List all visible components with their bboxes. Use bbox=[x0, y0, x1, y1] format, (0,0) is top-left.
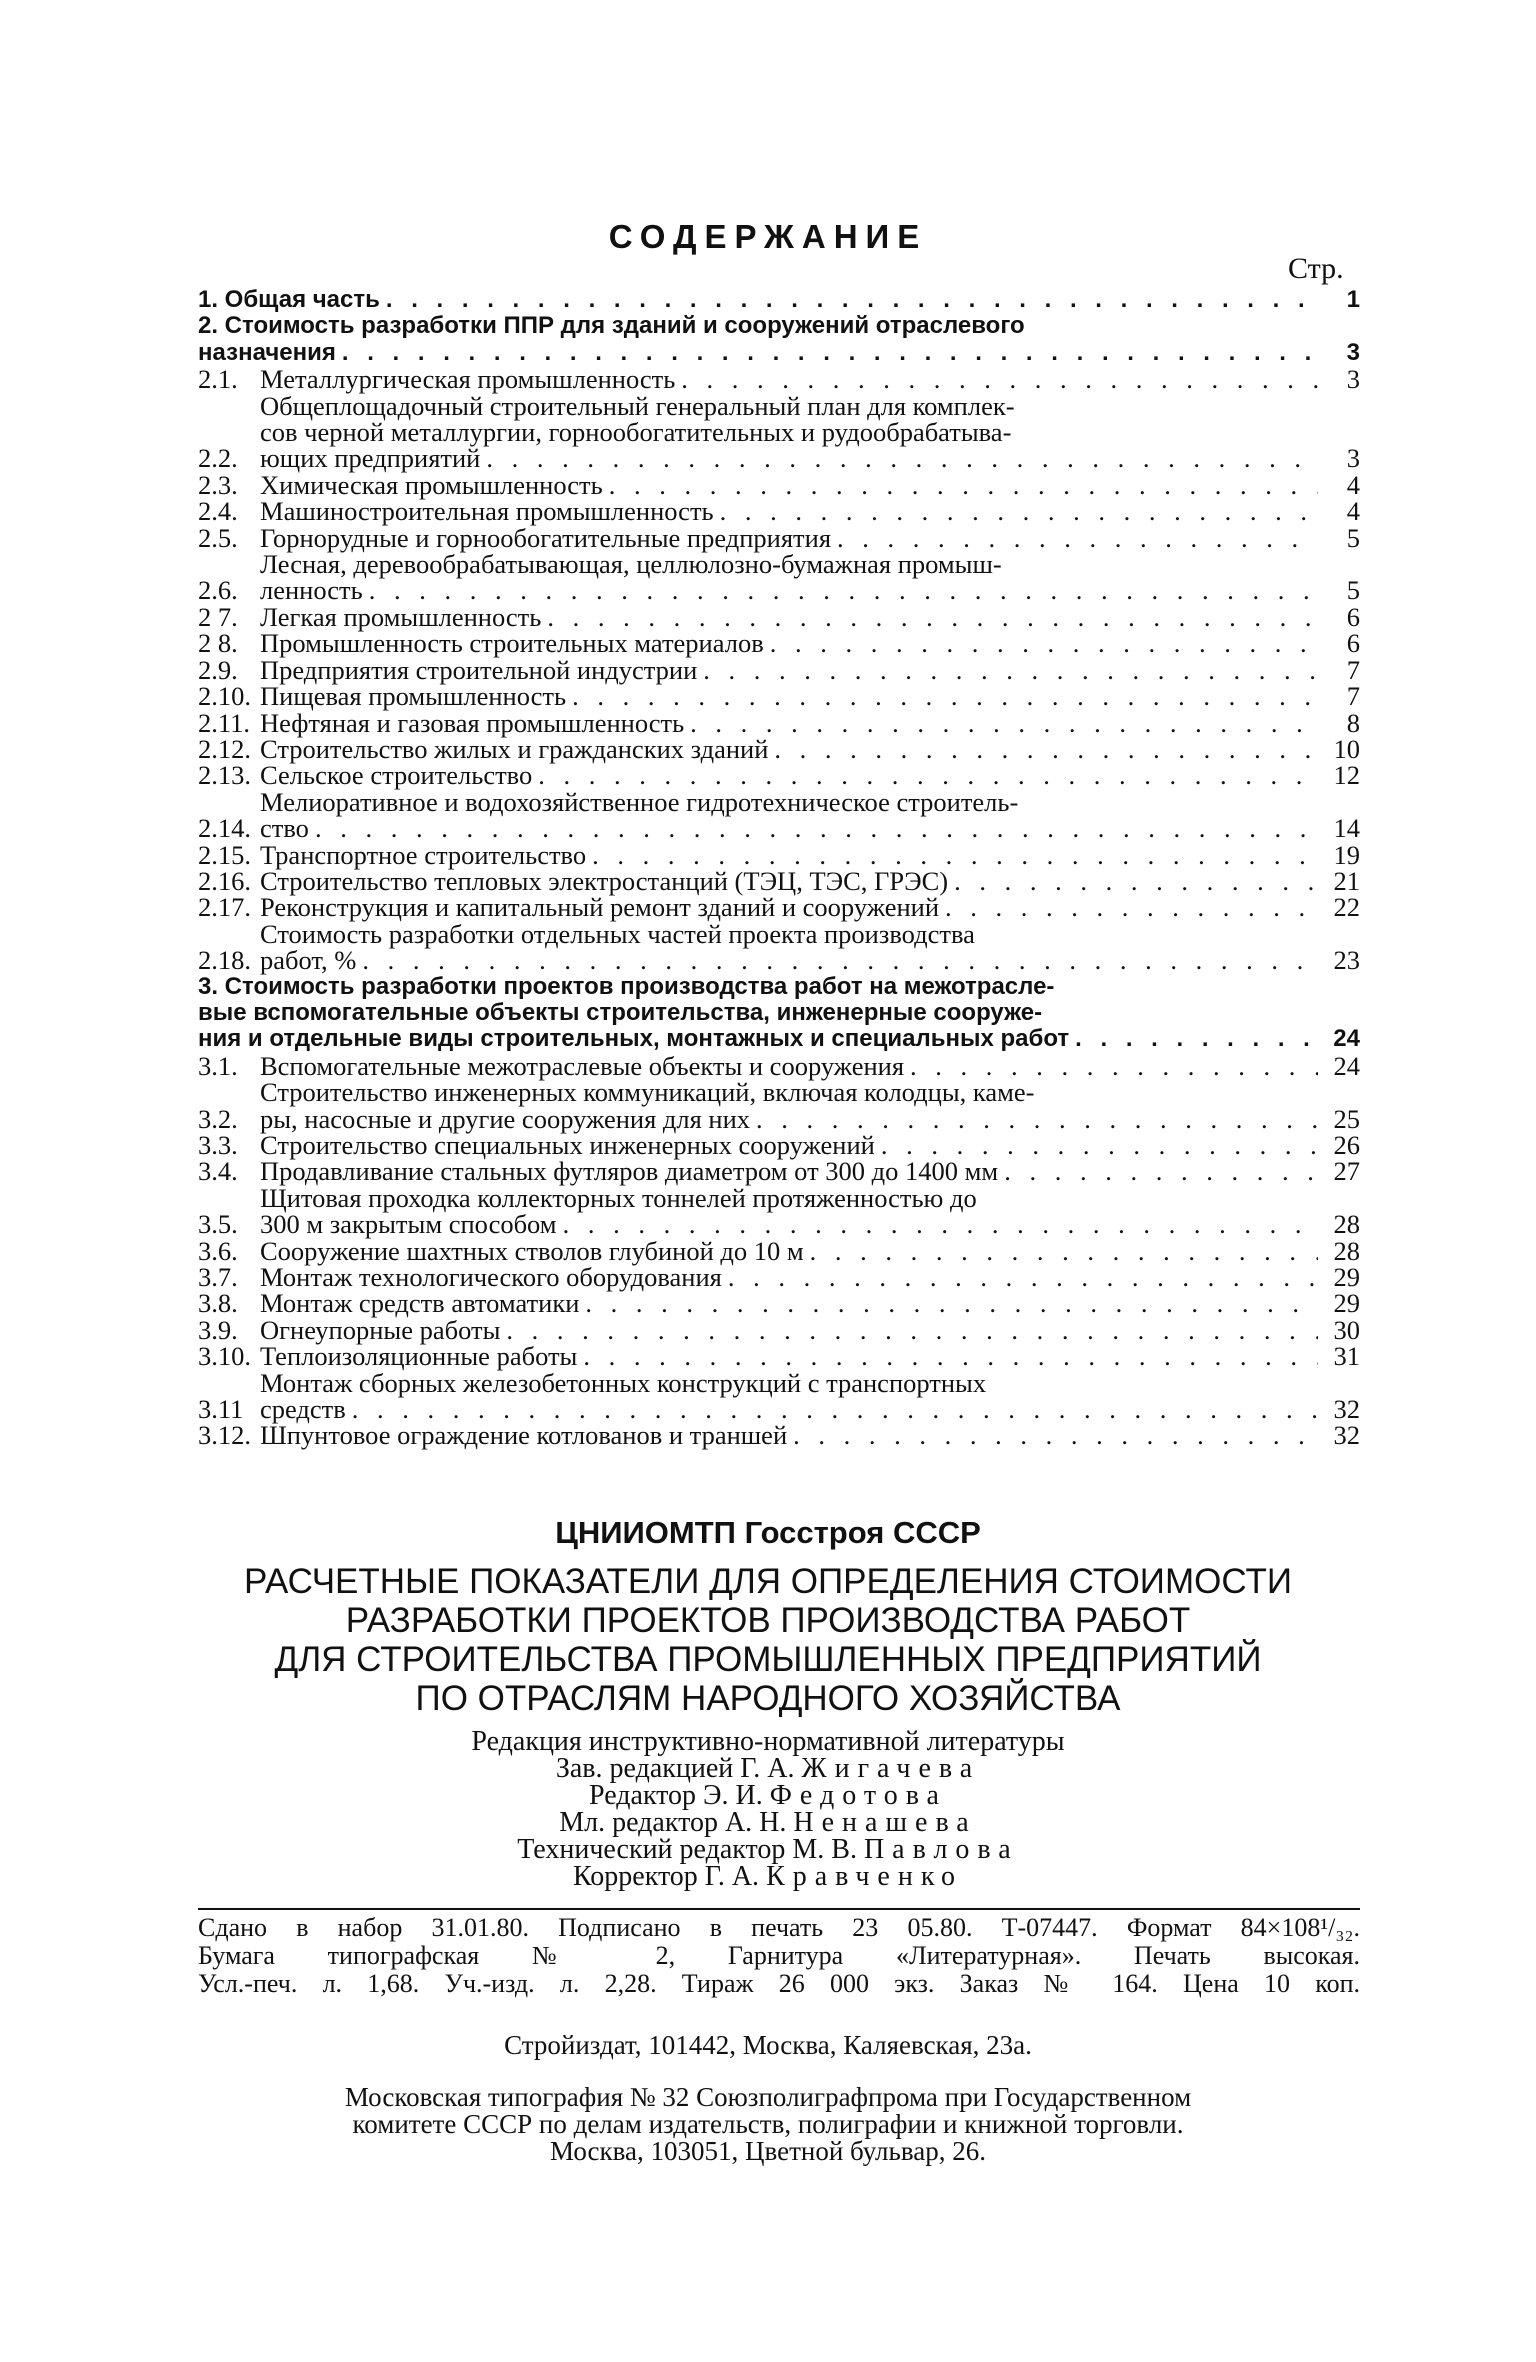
toc-entry-line bbox=[260, 1341, 1318, 1372]
toc-entry-page: 3 bbox=[1346, 443, 1360, 474]
toc-entry-title bbox=[260, 865, 1318, 896]
toc-entry-number: 3.1. bbox=[198, 1050, 238, 1081]
credit-line bbox=[0, 1755, 1536, 1782]
leader-dots bbox=[363, 577, 1318, 603]
toc-entry-text: Химическая промышленность bbox=[260, 469, 603, 500]
toc-entry-text: Горнорудные и горнообогатительные предприятия bbox=[260, 522, 832, 553]
toc-entry-number: 3.7. bbox=[198, 1262, 238, 1293]
toc-entry-line bbox=[260, 1209, 1318, 1240]
toc-entry-page: 25 bbox=[1333, 1103, 1360, 1134]
toc-entry-title bbox=[260, 390, 1318, 474]
toc-entry-title bbox=[260, 1132, 1318, 1158]
toc-entry-line bbox=[260, 575, 1318, 606]
leader-dots bbox=[557, 1211, 1318, 1237]
toc-entry-title bbox=[260, 1288, 1318, 1319]
toc-entry-line bbox=[260, 839, 1318, 870]
leader-dots bbox=[566, 683, 1318, 709]
printer-line: Москва, 103051, Цветной бульвар, 26. bbox=[550, 2136, 986, 2166]
toc-entry-number: 3.11 bbox=[198, 1394, 244, 1425]
toc-entry-title bbox=[260, 654, 1318, 685]
leader-dots bbox=[346, 1396, 1318, 1422]
toc-entry-page: 29 bbox=[1333, 1262, 1360, 1293]
credit-role: Редактор Э. И. bbox=[589, 1780, 763, 1811]
toc-entry-text: Металлургическая промышленность bbox=[260, 364, 676, 395]
toc-entry-title bbox=[260, 733, 1318, 764]
toc-entry-text: Строительство специальных инженерных сооружений bbox=[260, 1130, 875, 1160]
toc-entry-title bbox=[260, 892, 1318, 923]
leader-dots bbox=[750, 1106, 1318, 1132]
toc-entry-title bbox=[260, 839, 1318, 870]
leader-dots bbox=[500, 1317, 1318, 1343]
toc-entry-line bbox=[260, 1156, 1318, 1187]
toc-entry-line bbox=[260, 1050, 1318, 1081]
toc-entry-page: 8 bbox=[1346, 707, 1360, 738]
toc-entry-text: Строительство инженерных коммуникаций, включая колодцы, каме- bbox=[260, 1077, 1035, 1108]
toc-entry-text: Реконструкция и капитальный ремонт зданий и сооружений bbox=[260, 892, 939, 923]
leader-dots bbox=[998, 1158, 1318, 1184]
toc-entry-line bbox=[260, 945, 1318, 976]
table-of-contents bbox=[198, 287, 1360, 1449]
toc-entry-page: 3 bbox=[1346, 364, 1360, 395]
toc-entry-line bbox=[260, 1262, 1318, 1293]
toc-entry-number: 2.3. bbox=[198, 469, 238, 500]
toc-entry-number: 2.13. bbox=[198, 760, 251, 791]
toc-entry-title bbox=[260, 601, 1318, 632]
toc-entry-line bbox=[260, 681, 1318, 712]
imprint-block bbox=[198, 1914, 1360, 1998]
toc-entry bbox=[198, 654, 1360, 685]
toc-entry-number: 3.9. bbox=[198, 1314, 238, 1345]
toc-entry-text: Общеплощадочный строительный генеральный план для комплек- bbox=[260, 390, 1015, 421]
toc-entry-page: 22 bbox=[1333, 892, 1360, 923]
toc-entry-text: Машиностроительная промышленность bbox=[260, 496, 714, 527]
toc-entry-page: 32 bbox=[1333, 1394, 1360, 1425]
toc-page-header: Стр. bbox=[1288, 252, 1344, 285]
toc-entry-title bbox=[260, 1367, 1318, 1425]
credit-role: Технический редактор М. В. bbox=[517, 1834, 857, 1865]
toc-entry-page: 14 bbox=[1333, 813, 1360, 844]
toc-entry-page: 7 bbox=[1346, 681, 1360, 712]
toc-entry-title bbox=[260, 364, 1318, 395]
toc-entry bbox=[198, 1235, 1360, 1266]
toc-entry-number: 2.17. bbox=[198, 892, 251, 923]
toc-entry-page: 24 bbox=[1333, 1050, 1360, 1081]
leader-dots bbox=[356, 947, 1318, 973]
toc-entry-page: 6 bbox=[1346, 601, 1360, 632]
toc-entry-line bbox=[260, 813, 1318, 844]
toc-entry-number: 2 7. bbox=[198, 601, 238, 632]
leader-dots bbox=[939, 894, 1318, 920]
toc-entry-title bbox=[260, 1079, 1318, 1132]
toc-entry-text: вые вспомогательные объекты строительства, инженерные сооруже- bbox=[198, 998, 1043, 1026]
toc-entry-page: 31 bbox=[1333, 1341, 1360, 1372]
toc-entry-title bbox=[260, 522, 1318, 553]
toc-entry bbox=[198, 760, 1360, 791]
book-title-line: ПО ОТРАСЛЯМ НАРОДНОГО ХОЗЯЙСТВА bbox=[415, 1679, 1121, 1718]
toc-entry-number: 2.4. bbox=[198, 496, 238, 527]
book-title-line: РАСЧЕТНЫЕ ПОКАЗАТЕЛИ ДЛЯ ОПРЕДЕЛЕНИЯ СТОИМОСТИ bbox=[244, 1562, 1292, 1601]
book-title bbox=[0, 1562, 1536, 1718]
toc-entry-text: средств bbox=[260, 1394, 346, 1425]
toc-entry-page: 28 bbox=[1333, 1209, 1360, 1240]
leader-dots bbox=[586, 842, 1318, 868]
toc-entry-title bbox=[260, 469, 1318, 500]
toc-entry bbox=[198, 628, 1360, 659]
toc-entry-line bbox=[260, 364, 1318, 395]
credit-line bbox=[0, 1809, 1536, 1836]
toc-entry-number: 3.5. bbox=[198, 1209, 238, 1240]
toc-entry-number: 3.2. bbox=[198, 1103, 238, 1134]
toc-entry-line bbox=[260, 1314, 1318, 1345]
toc-entry bbox=[198, 1314, 1360, 1345]
toc-entry-text: назначения bbox=[198, 338, 336, 366]
toc-entry-page: 27 bbox=[1333, 1156, 1360, 1187]
toc-entry-text: ство bbox=[260, 813, 309, 844]
toc-entry-text: 3. Стоимость разработки проектов производства работ на межотрасле- bbox=[198, 972, 1055, 1000]
credit-name: Кравченко bbox=[766, 1861, 963, 1892]
toc-entry-text: ленность bbox=[260, 575, 363, 606]
toc-entry-text: Монтаж средств автоматики bbox=[260, 1288, 580, 1319]
toc-entry-line bbox=[260, 1103, 1318, 1134]
toc-entry-page: 4 bbox=[1346, 469, 1360, 500]
leader-dots bbox=[904, 1053, 1318, 1079]
toc-entry-title bbox=[198, 974, 1318, 1053]
toc-entry-number: 3.8. bbox=[198, 1288, 238, 1319]
toc-entry bbox=[198, 1182, 1360, 1240]
leader-dots bbox=[336, 340, 1318, 366]
toc-entry-line bbox=[260, 469, 1318, 500]
toc-entry-page: 5 bbox=[1346, 575, 1360, 606]
credit-role: Зав. редакцией Г. А. bbox=[555, 1753, 795, 1784]
divider-rule bbox=[198, 1908, 1360, 1910]
leader-dots bbox=[675, 366, 1318, 392]
toc-entry-text: Теплоизоляционные работы bbox=[260, 1341, 578, 1372]
toc-entry-page: 5 bbox=[1346, 522, 1360, 553]
credit-line bbox=[0, 1782, 1536, 1809]
toc-entry-text: Строительство тепловых электростанций (ТЭЦ, ТЭС, ГРЭС) bbox=[260, 865, 949, 896]
toc-entry-page: 24 bbox=[1333, 1025, 1360, 1053]
leader-dots bbox=[787, 1422, 1318, 1448]
toc-entry-line bbox=[260, 654, 1318, 685]
imprint-line: Усл.-печ. л. 1,68. Уч.-изд. л. 2,28. Тираж 26 000 экз. Заказ № 164. Цена 10 коп. bbox=[198, 1969, 1360, 1998]
toc-entry-text: Нефтяная и газовая промышленность bbox=[260, 707, 685, 738]
toc-entry-text: ры, насосные и другие сооружения для них bbox=[260, 1103, 751, 1134]
toc-entry-number: 3.3. bbox=[198, 1130, 238, 1160]
toc-entry-text: Предприятия строительной индустрии bbox=[260, 654, 698, 685]
toc-entry bbox=[198, 1367, 1360, 1425]
book-title-line: РАЗРАБОТКИ ПРОЕКТОВ ПРОИЗВОДСТВА РАБОТ bbox=[345, 1601, 1191, 1640]
toc-entry-text: Строительство жилых и гражданских зданий bbox=[260, 733, 769, 764]
toc-entry-title bbox=[260, 786, 1318, 844]
leader-dots bbox=[577, 1343, 1318, 1369]
toc-entry-page: 7 bbox=[1346, 654, 1360, 685]
leader-dots bbox=[1069, 1026, 1318, 1052]
toc-entry-title bbox=[260, 628, 1318, 659]
toc-entry-text: 2. Стоимость разработки ППР для зданий и сооружений отраслевого bbox=[198, 312, 1025, 340]
toc-entry-line bbox=[260, 1394, 1318, 1425]
toc-entry-line bbox=[260, 443, 1318, 474]
credit-name: Ненашева bbox=[793, 1807, 977, 1838]
credit-role: Мл. редактор А. Н. bbox=[559, 1807, 787, 1838]
toc-entry bbox=[198, 522, 1360, 553]
toc-entry-page: 19 bbox=[1333, 839, 1360, 870]
leader-dots bbox=[697, 657, 1318, 683]
toc-entry-number: 2.10. bbox=[198, 681, 251, 712]
toc-entry-text: Монтаж сборных железобетонных конструкций с транспортных bbox=[260, 1367, 987, 1398]
toc-entry bbox=[198, 1420, 1360, 1451]
credit-name: Федотова bbox=[769, 1780, 947, 1811]
credit-name: Павлова bbox=[863, 1834, 1019, 1865]
toc-entry-page: 32 bbox=[1333, 1420, 1360, 1451]
toc-entry-page: 10 bbox=[1333, 733, 1360, 764]
toc-entry-text: Стоимость разработки отдельных частей проекта производства bbox=[260, 918, 975, 949]
leader-dots bbox=[804, 1238, 1318, 1264]
toc-entry bbox=[198, 601, 1360, 632]
toc-entry-text: Шпунтовое ограждение котлованов и траншей bbox=[260, 1420, 788, 1451]
toc-entry bbox=[198, 1079, 1360, 1132]
toc-entry-number: 2.9. bbox=[198, 654, 238, 685]
toc-entry-number: 2.5. bbox=[198, 522, 238, 553]
toc-entry-line bbox=[260, 865, 1318, 896]
toc-entry-line bbox=[198, 287, 1318, 313]
credit-line bbox=[0, 1836, 1536, 1863]
editorial-credits bbox=[0, 1728, 1536, 1890]
toc-entry bbox=[198, 496, 1360, 527]
toc-entry-text: Пищевая промышленность bbox=[260, 681, 567, 712]
toc-entry-title bbox=[260, 1050, 1318, 1081]
toc-entry bbox=[198, 681, 1360, 712]
printer-line: Московская типография № 32 Союзполиграфпрома при Государственном bbox=[344, 2082, 1192, 2112]
toc-entry-number: 3.10. bbox=[198, 1341, 251, 1372]
toc-entry-title bbox=[260, 1420, 1318, 1451]
toc-entry-text: Легкая промышленность bbox=[260, 601, 542, 632]
publisher-address: Стройиздат, 101442, Москва, Каляевская, 23а. bbox=[504, 2030, 1032, 2060]
toc-entry-number: 2.6. bbox=[198, 575, 238, 606]
credit-role: Редакция инструктивно-нормативной литературы bbox=[471, 1726, 1065, 1757]
toc-entry bbox=[198, 390, 1360, 474]
leader-dots bbox=[579, 1290, 1318, 1316]
toc-entry-line bbox=[260, 601, 1318, 632]
toc-entry-page: 4 bbox=[1346, 496, 1360, 527]
toc-entry-number: 2.11. bbox=[198, 707, 251, 738]
toc-entry-title bbox=[260, 918, 1318, 976]
toc-entry-text: Огнеупорные работы bbox=[260, 1314, 501, 1345]
toc-entry-page: 30 bbox=[1333, 1314, 1360, 1345]
toc-entry bbox=[198, 1132, 1360, 1158]
toc-entry-title bbox=[260, 496, 1318, 527]
book-title-line: ДЛЯ СТРОИТЕЛЬСТВА ПРОМЫШЛЕННЫХ ПРЕДПРИЯТИЙ bbox=[274, 1640, 1262, 1679]
toc-entry-line bbox=[260, 760, 1318, 791]
toc-entry-number: 2 8. bbox=[198, 628, 238, 659]
toc-entry-text: Монтаж технологического оборудования bbox=[260, 1262, 722, 1293]
toc-entry-number: 3.6. bbox=[198, 1235, 238, 1266]
leader-dots bbox=[714, 498, 1318, 524]
toc-entry-title bbox=[260, 681, 1318, 712]
printer-info bbox=[0, 2084, 1536, 2165]
credit-line bbox=[0, 1728, 1536, 1755]
toc-entry-line bbox=[260, 496, 1318, 527]
toc-entry-line bbox=[260, 892, 1318, 923]
toc-entry bbox=[198, 786, 1360, 844]
toc-entry bbox=[198, 551, 1360, 604]
toc-entry-number: 2.18. bbox=[198, 945, 251, 976]
leader-dots bbox=[684, 710, 1318, 736]
credit-line bbox=[0, 1863, 1536, 1890]
toc-entry-title bbox=[260, 1156, 1318, 1187]
toc-entry-text: ния и отдельные виды строительных, монтажных и специальных работ bbox=[198, 1025, 1070, 1053]
toc-entry-title bbox=[260, 1235, 1318, 1266]
toc-entry-line bbox=[260, 1288, 1318, 1319]
leader-dots bbox=[768, 736, 1318, 762]
toc-entry-number: 2.15. bbox=[198, 839, 251, 870]
toc-entry-text: ющих предприятий bbox=[260, 443, 481, 474]
toc-entry-page: 28 bbox=[1333, 1235, 1360, 1266]
printer-line: комитете СССР по делам издательств, полиграфии и книжной торговли. bbox=[352, 2109, 1184, 2139]
toc-entry-number: 3.12. bbox=[198, 1420, 251, 1451]
leader-dots bbox=[541, 604, 1318, 630]
leader-dots bbox=[309, 815, 1318, 841]
leader-dots bbox=[722, 1264, 1318, 1290]
toc-entry-number: 2.12. bbox=[198, 733, 251, 764]
toc-entry-line bbox=[260, 1235, 1318, 1266]
toc-entry-text: Транспортное строительство bbox=[260, 839, 587, 870]
leader-dots bbox=[875, 1132, 1318, 1158]
toc-entry-number: 2.2. bbox=[198, 443, 238, 474]
toc-entry-text: сов черной металлургии, горнообогатительных и рудообрабатыва- bbox=[260, 417, 1012, 448]
leader-dots bbox=[603, 472, 1318, 498]
toc-entry-line bbox=[198, 1026, 1318, 1052]
toc-entry bbox=[198, 1288, 1360, 1319]
toc-entry-line bbox=[260, 522, 1318, 553]
organization: ЦНИИОМТП Госстроя СССР bbox=[555, 1515, 981, 1550]
toc-entry bbox=[198, 974, 1360, 1053]
toc-entry bbox=[198, 865, 1360, 896]
toc-entry-title bbox=[260, 760, 1318, 791]
toc-entry-line bbox=[260, 1132, 1318, 1158]
credit-role: Корректор Г. А. bbox=[573, 1861, 760, 1892]
toc-title: СОДЕРЖАНИЕ bbox=[608, 218, 928, 255]
leader-dots bbox=[764, 630, 1318, 656]
toc-entry bbox=[198, 1341, 1360, 1372]
toc-entry bbox=[198, 364, 1360, 395]
leader-dots bbox=[948, 868, 1318, 894]
leader-dots bbox=[831, 525, 1318, 551]
toc-entry bbox=[198, 892, 1360, 923]
toc-entry-page: 12 bbox=[1333, 760, 1360, 791]
toc-entry-line bbox=[260, 707, 1318, 738]
credit-name: Жигачева bbox=[801, 1753, 981, 1784]
toc-entry-page: 23 bbox=[1333, 945, 1360, 976]
toc-entry bbox=[198, 287, 1360, 313]
toc-entry-number: 2.1. bbox=[198, 364, 238, 395]
toc-entry-title bbox=[260, 1262, 1318, 1293]
toc-entry bbox=[198, 839, 1360, 870]
toc-entry-line bbox=[260, 628, 1318, 659]
toc-entry-page: 3 bbox=[1346, 338, 1360, 366]
leader-dots bbox=[532, 762, 1318, 788]
toc-entry-text: Промышленность строительных материалов bbox=[260, 628, 764, 659]
toc-entry-title bbox=[260, 1182, 1318, 1240]
toc-entry-number: 2.16. bbox=[198, 865, 251, 896]
toc-entry-page: 26 bbox=[1333, 1130, 1360, 1160]
toc-entry-line bbox=[260, 733, 1318, 764]
toc-entry-text: работ, % bbox=[260, 945, 357, 976]
toc-entry-text: Вспомогательные межотраслевые объекты и сооружения bbox=[260, 1050, 905, 1081]
toc-entry-title bbox=[260, 551, 1318, 604]
toc-entry-title bbox=[198, 313, 1318, 366]
toc-entry bbox=[198, 707, 1360, 738]
toc-entry-number: 2.14. bbox=[198, 813, 251, 844]
toc-entry-text: Продавливание стальных футляров диаметром от 300 до 1400 мм bbox=[260, 1156, 999, 1187]
toc-entry-number: 3.4. bbox=[198, 1156, 238, 1187]
toc-entry-text: Мелиоративное и водохозяйственное гидротехническое строитель- bbox=[260, 786, 1019, 817]
toc-entry bbox=[198, 733, 1360, 764]
toc-entry-text: 1. Общая часть bbox=[198, 286, 380, 313]
toc-entry bbox=[198, 1050, 1360, 1081]
toc-entry-text: 300 м закрытым способом bbox=[260, 1209, 557, 1240]
toc-entry-line bbox=[260, 1420, 1318, 1451]
toc-entry-text: Сельское строительство bbox=[260, 760, 533, 791]
toc-entry-text: Лесная, деревообрабатывающая, целлюлозно-бумажная промыш- bbox=[260, 549, 1002, 580]
toc-entry bbox=[198, 1262, 1360, 1293]
toc-entry bbox=[198, 1156, 1360, 1187]
toc-entry-line bbox=[198, 340, 1318, 366]
toc-entry-title bbox=[198, 287, 1318, 313]
toc-entry-title bbox=[260, 707, 1318, 738]
toc-entry-text: Щитовая проходка коллекторных тоннелей протяженностью до bbox=[260, 1182, 977, 1213]
toc-entry-page: 6 bbox=[1346, 628, 1360, 659]
toc-entry-page: 1 bbox=[1346, 286, 1360, 313]
toc-entry bbox=[198, 469, 1360, 500]
imprint-line: Сдано в набор 31.01.80. Подписано в печать 23 05.80. Т-07447. Формат 84×108¹/₃₂. bbox=[198, 1913, 1360, 1942]
toc-entry-title bbox=[260, 1341, 1318, 1372]
imprint-line: Бумага типографская № 2, Гарнитура «Литературная». Печать высокая. bbox=[198, 1941, 1360, 1970]
toc-entry-page: 29 bbox=[1333, 1288, 1360, 1319]
leader-dots bbox=[480, 445, 1318, 471]
toc-entry-title bbox=[260, 1314, 1318, 1345]
toc-entry bbox=[198, 313, 1360, 366]
toc-entry-text: Сооружение шахтных стволов глубиной до 10 м bbox=[260, 1235, 804, 1266]
leader-dots bbox=[380, 287, 1318, 313]
toc-entry bbox=[198, 918, 1360, 976]
toc-entry-page: 21 bbox=[1333, 865, 1360, 896]
